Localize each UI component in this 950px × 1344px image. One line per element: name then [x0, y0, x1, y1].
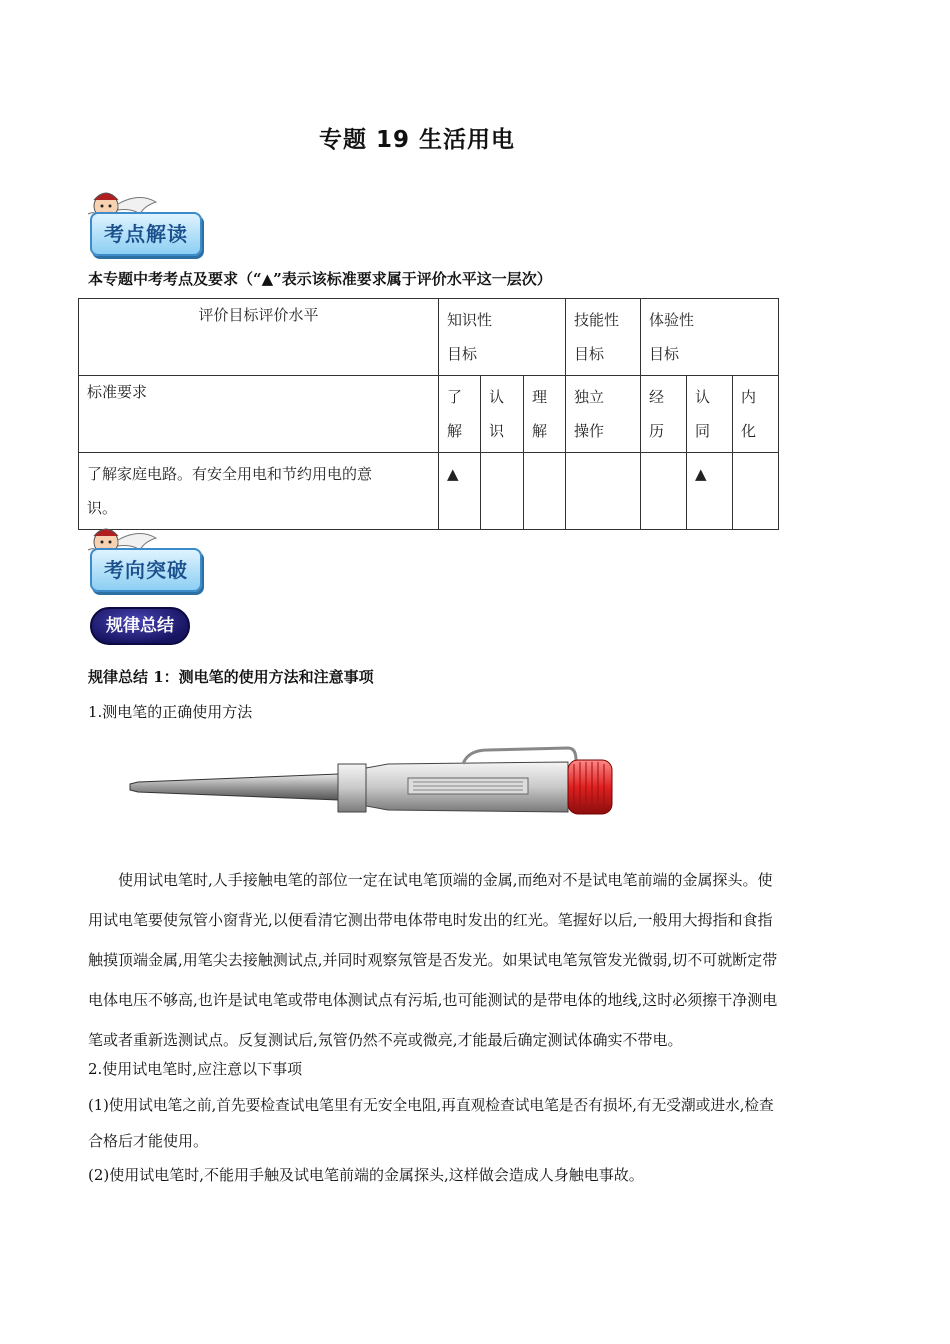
mark-cell: ▲: [439, 453, 481, 530]
sub-header-cell: 认 同: [687, 376, 733, 453]
requirements-table: [78, 298, 779, 530]
header-cell-experience: 体验性 目标: [641, 299, 779, 376]
usage-paragraph: 使用试电笔时,人手接触电笔的部位一定在试电笔顶端的金属,而绝对不是试电笔前端的金属探头。使 用试电笔要使氖管小窗背光,以便看清它测出带电体带电时发出的红光。笔握好以后,一般用大拇指和食指 触摸顶端金属,用笔尖去接触测试点,并同时观察氖管是否发光。如果试电笔氖管发光微弱,切不可就断定带 电体电压不够高,也许是试电笔或带电体测试点有污垢,也可能测试的是带电体的地线,这时必须擦干净测电 笔或者重新选测试点。反复测试后,氖管仍然不亮或微亮,才能最后确定测试体确实不带电。: [88, 871, 778, 1049]
sub-header-cell: 内 化: [733, 376, 779, 453]
sub-header-cell: 了 解: [439, 376, 481, 453]
mark-cell: ▲: [687, 453, 733, 530]
sub-header-cell: 理 解: [524, 376, 566, 453]
mark-cell: [481, 453, 524, 530]
table-row: [79, 376, 779, 453]
summary-pill-badge: 规律总结: [90, 607, 190, 645]
table-row: [79, 299, 779, 376]
sub-header-cell: 认 识: [481, 376, 524, 453]
section-heading: 本专题中考考点及要求（“▲”表示该标准要求属于评价水平这一层次）: [88, 270, 552, 288]
mark-cell: [524, 453, 566, 530]
note-1-line-2: 合格后才能使用。: [88, 1132, 209, 1150]
test-pen-image: [128, 742, 618, 832]
badge-label: 考点解读: [104, 222, 188, 246]
header-cell-skill: 技能性 目标: [566, 299, 641, 376]
page-title: 专题 19 生活用电: [318, 127, 516, 153]
item-2-heading: 2.使用试电笔时,应注意以下事项: [88, 1060, 303, 1078]
mark-cell: [641, 453, 687, 530]
summary-title: 规律总结 1：测电笔的使用方法和注意事项: [88, 668, 374, 686]
table-row: [79, 453, 779, 530]
sub-header-cell: 独立 操作: [566, 376, 641, 453]
note-2: (2)使用试电笔时,不能用手触及试电笔前端的金属探头,这样做会造成人身触电事故。: [88, 1166, 644, 1184]
item-1-heading: 1.测电笔的正确使用方法: [88, 703, 253, 721]
requirement-text-cell: 了解家庭电路。有安全用电和节约用电的意 识。: [79, 453, 439, 530]
sub-header-cell: 经 历: [641, 376, 687, 453]
header-cell-evaluation: 评价目标评价水平: [79, 299, 439, 376]
header-cell-knowledge: 知识性 目标: [439, 299, 566, 376]
standard-label-cell: 标准要求: [79, 376, 439, 453]
section-badge-exam-points: [84, 184, 209, 258]
mark-cell: [733, 453, 779, 530]
section-badge-exam-direction: [84, 520, 209, 594]
badge-label: 考向突破: [104, 558, 188, 582]
mark-cell: [566, 453, 641, 530]
note-1-line-1: (1)使用试电笔之前,首先要检查试电笔里有无安全电阻,再直观检查试电笔是否有损坏,有无受潮或进水,检查: [88, 1097, 774, 1114]
